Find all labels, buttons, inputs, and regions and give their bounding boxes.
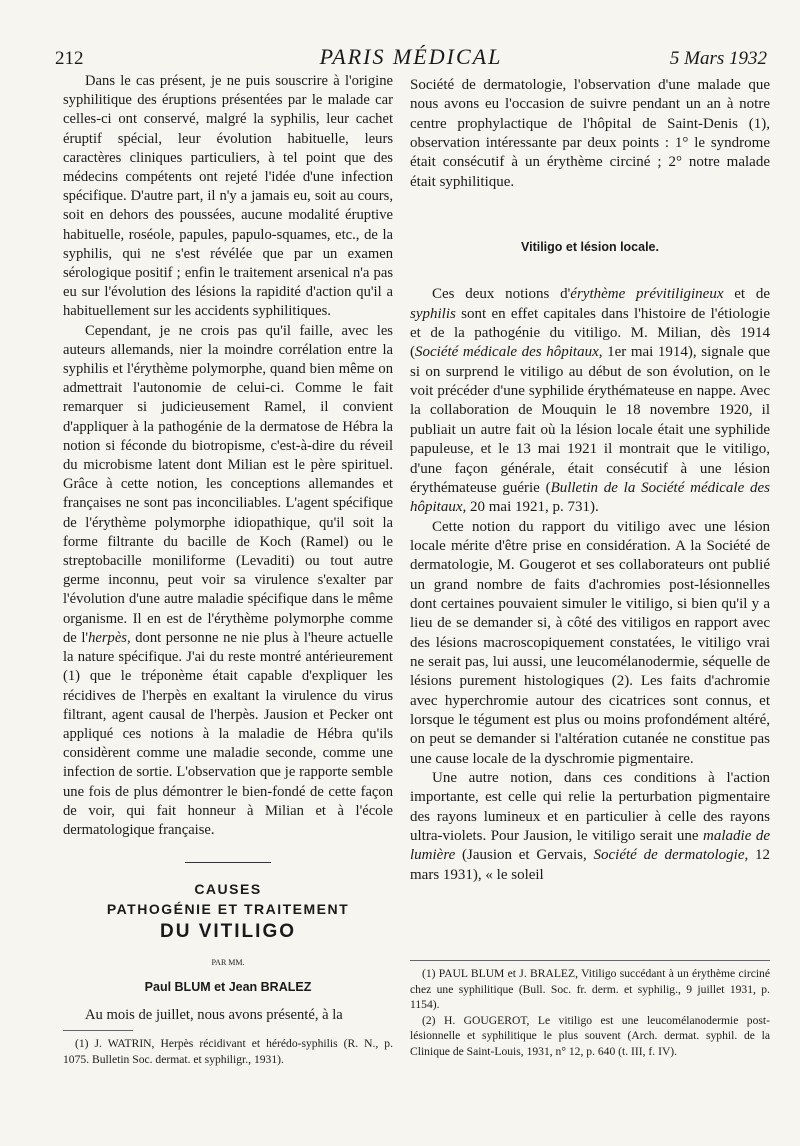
footnote: (2) H. GOUGEROT, Le vitiligo est une leucomélanodermie post-lésionnelle et syphilitique le plus souvent (Arch. dermat. syphil. de la Clinique de Saint-Louis, 1931, n° 12, p. 640 (t. III, f. IV).	[410, 1013, 770, 1058]
paragraph: Cependant, je ne crois pas qu'il faille, avec les auteurs allemands, nier la moindre corrélation entre la syphilis et l'érythème polymorphe, quand bien même on admettrait l'autonomie de celui-ci. Comme le fait remarquer si judicieusement Ramel, il convient d'appliquer à la pathogénie de la dermatose de Hébra la notion si féconde du biotropisme, c'est-à-dire du réveil du microbisme latent dont Milian est le père spirituel. Grâce à cette notion, les conceptions allemandes et françaises ne sont pas inconciliables. L'agent spécifique de l'érythème polymorphe idiopathique, qu'il soit la forme filtrante du bacille de Koch (Ramel) ou le streptobacille moniliforme (Levaditi) ou tout autre germe inconnu, peut voir sa virulence s'exalter par l'évolution d'une autre maladie spécifique dans le même organisme. Il en est de l'érythème polymorphe comme de l'herpès, dont personne ne nie plus à l'heure actuelle la nature spécifique. J'ai du reste montré antérieurement (1) que le tréponème était capable d'expliquer les récidives de l'herpès en exaltant la virulence du virus filtrant, agent causal de l'herpès. Jausion et Pecker ont appliqué ces notions à la maladie de Hébra qu'ils considèrent comme une maladie seconde, comme une infection de sortie. L'observation que je rapporte semble une fois de plus démontrer le bien-fondé de cette façon de voir, qui fait honneur à Milian et à l'école dermatologique française.	[63, 322, 394, 838]
page-header	[55, 44, 767, 74]
authors: Paul BLUM et Jean BRALEZ	[144, 980, 312, 995]
paragraph: Dans le cas présent, je ne puis souscrire à l'origine syphilitique des éruptions présentées par le malade car celles-ci ont conservé, malgré la syphilis, leur cachet éruptif spécial, leur évolution habituelle, leurs caractères cliniques particuliers, à tel point que des médecins compétents ont rejeté l'idée d'une infection spécifique. D'autre part, il n'y a jamais eu, soit au cours, soit en dehors des poussées, aucune modalité éruptive habituelle, roséole, papules, papulo-squames, etc., de la syphilis, qui ne s'est révélée que par un examen sérologique positif ; enfin le traitement arsenical n'a pas eu sur l'évolution des lésions la rapidité d'action qu'il a habituellement sur les accidents syphilitiques.	[63, 73, 393, 320]
footnote: (1) J. WATRIN, Herpès récidivant et hérédo-syphilis (R. N., p. 1075. Bulletin Soc. dermat. et syphiligr., 1931).	[63, 1037, 393, 1066]
right-column	[410, 76, 770, 885]
article-title-main: DU VITILIGO	[160, 921, 296, 943]
paragraph: Cette notion du rapport du vitiligo avec une lésion locale mérite d'être prise en considération. A la Société de dermatologie, M. Gougerot et ses collaborateurs ont publié un grand nombre de faits d'achromies post-lésionnelles dont certaines pouvaient simuler le vitiligo, si bien qu'il y a lieu de se demander si, à côté des vitiligos en rapport avec des lésions macroscopiquement constatées, le vitiligo vrai ne serait pas, lui aussi, une leucomélanodermie, séquelle de lésions purement histologiques (2). Les faits d'achromie avec hyperchromie autour des cicatrices sont connus, et lorsque le tégument est plus ou moins profondément altéré, on peut se demander si l'altération cutanée ne constitue pas une cause locale de la dyschromie pigmentaire.	[410, 518, 770, 767]
paragraph: Ces deux notions d'érythème prévitiligineux et de syphilis sont en effet capitales dans l'histoire de l'étiologie et de la pathogénie du vitiligo. M. Milian, dès 1914 (Société médicale des hôpitaux, 1er mai 1914), signale que si on surprend le vitiligo au début de son évolution, on le voit précéder d'une syphilide érythémateuse en nappe. Avec la collaboration de Mouquin le 18 novembre 1920, il publiait un autre fait où la lésion locale était une syphilide papuleuse, et le 13 mai 1921 il montrait que le vitiligo, d'une façon générale, était consécutif à une lésion érythémateuse guérie (Bulletin de la Société médicale des hôpitaux, 20 mai 1921, p. 731).	[410, 286, 770, 516]
footnote-rule	[410, 960, 770, 961]
paragraph: Société de dermatologie, l'observation d'une malade que nous avons eu l'occasion de suivre pendant un an à notre centre prophylactique de l'hôpital de Saint-Denis (1), observation intéressante par deux points : 1° le syndrome était consécutif à un érythème circiné ; 2° notre malade était syphilitique.	[410, 77, 770, 190]
byline-prefix: PAR MM.	[211, 958, 245, 968]
paragraph: Au mois de juillet, nous avons présenté, à la	[85, 1006, 343, 1023]
article-title-line: CAUSES	[194, 881, 262, 898]
issue-date: 5 Mars 1932	[669, 48, 767, 69]
footnote-rule	[63, 1030, 133, 1031]
page-number: 212	[55, 48, 84, 69]
footnote: (1) PAUL BLUM et J. BRALEZ, Vitiligo succédant à un érythème circiné chez une syphilitique (Bull. Soc. fr. derm. et syphilig., 9 juillet 1931, p. 1154).	[410, 967, 770, 1011]
paragraph: Une autre notion, dans ces conditions à l'action importante, est celle qui relie la perturbation pigmentaire des rayons lumineux et en particulier à celle des rayons ultra-violets. Pour Jausion, le vitiligo serait une maladie de lumière (Jausion et Gervais, Société de dermatologie, 12 mars 1931), « le soleil	[410, 770, 771, 883]
left-column	[63, 72, 393, 1025]
section-heading: Vitiligo et lésion locale.	[520, 240, 659, 255]
article-title-line: PATHOGÉNIE ET TRAITEMENT	[106, 901, 350, 918]
footnotes-right	[410, 966, 770, 1059]
journal-title: PARIS MÉDICAL	[319, 44, 503, 69]
section-divider	[185, 862, 271, 863]
